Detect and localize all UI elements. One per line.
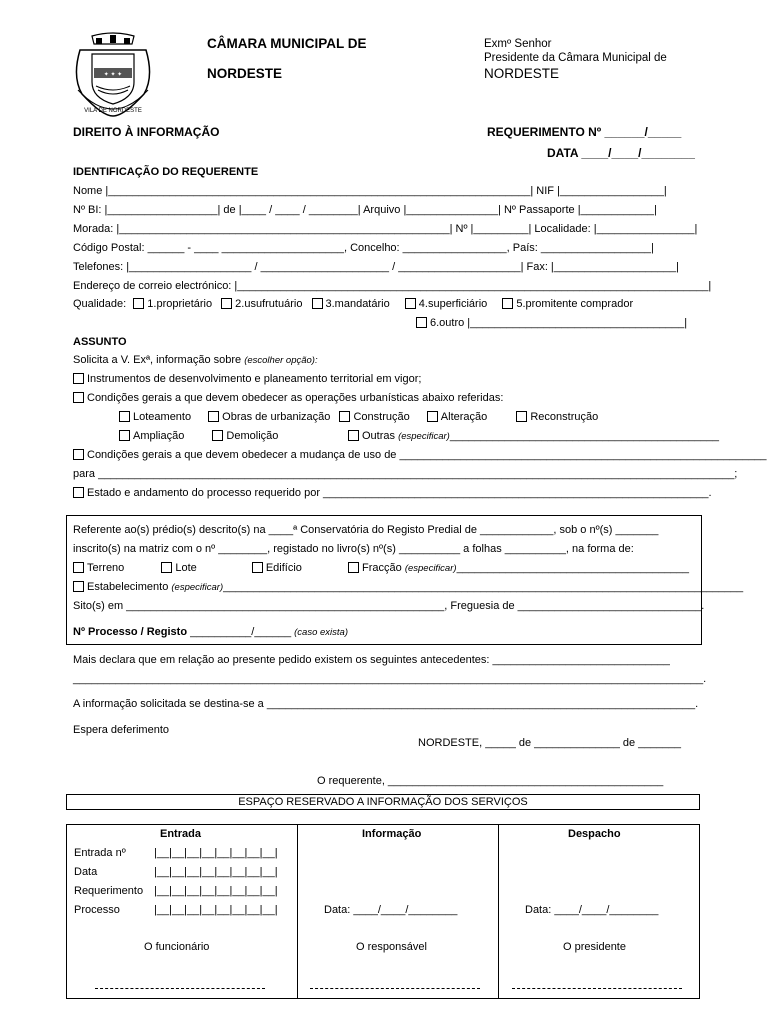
- col-despacho-heading: Despacho: [568, 828, 621, 840]
- row-label-requerimento: Requerimento: [74, 885, 144, 897]
- form-checkbox-fraccao[interactable]: [348, 562, 359, 573]
- op-checkbox-obras[interactable]: [208, 411, 219, 422]
- date-field[interactable]: DATA ____/____/________: [547, 146, 695, 160]
- solicita-text: [73, 354, 318, 366]
- form-checkbox-edificio[interactable]: [252, 562, 263, 573]
- row-boxes-processo[interactable]: |__|__|__|__|__|__|__|__|: [154, 904, 278, 916]
- espera-text: Espera deferimento: [73, 724, 169, 736]
- col-entrada-heading: Entrada: [160, 828, 201, 840]
- form-checkbox-lote[interactable]: [161, 562, 172, 573]
- municipal-crest-logo: [72, 32, 154, 118]
- requerente-signature-field[interactable]: O requerente, _____________________________________________: [317, 775, 664, 787]
- qualidade-label: Qualidade:: [73, 298, 127, 310]
- antecedentes-line1[interactable]: Mais declara que em relação ao presente pedido existem os seguintes antecedentes: _____________________________: [73, 654, 670, 666]
- op-label-obras: Obras de urbanização: [222, 411, 331, 423]
- op-checkbox-construcao[interactable]: [339, 411, 350, 422]
- row-label-data: Data: [74, 866, 98, 878]
- assunto-opt3-label[interactable]: Condições gerais a que devem obedecer a mudança de uso de ____________________________________________________________: [87, 449, 767, 461]
- requerimento-number-field[interactable]: REQUERIMENTO Nº ______/_____: [487, 125, 682, 139]
- qualidade-checkbox-3[interactable]: [312, 298, 323, 309]
- fraccao-field[interactable]: ______________________________________: [456, 562, 690, 574]
- qualidade-checkbox-4[interactable]: [405, 298, 416, 309]
- col-informacao-heading: Informação: [362, 828, 422, 840]
- operacoes-outras: [348, 430, 719, 442]
- bi-field[interactable]: Nº BI: |__________________| de |____ / ____ / ________| Arquivo |_______________| Nº Passaporte |____________|: [73, 204, 657, 216]
- assunto-opt2: [73, 392, 503, 404]
- org-name-line1: CÂMARA MUNICIPAL DE: [207, 36, 367, 51]
- qualidade-checkbox-2[interactable]: [221, 298, 232, 309]
- processo-hint: (caso exista): [294, 627, 348, 638]
- services-divider-1: [297, 824, 298, 999]
- assunto-checkbox-1[interactable]: [73, 373, 84, 384]
- assunto-opt4-label[interactable]: Estado e andamento do processo requerido por _______________________________________________________________.: [87, 487, 712, 499]
- form-label-terreno: Terreno: [87, 562, 125, 574]
- qualidade-checkbox-1[interactable]: [133, 298, 144, 309]
- qualidade-outro-field[interactable]: 6.outro |___________________________________|: [430, 317, 688, 329]
- sig-funcionario-line[interactable]: [95, 988, 265, 990]
- processo-label: Nº Processo / Registo: [73, 626, 188, 638]
- assunto-opt2-label: Condições gerais a que devem obedecer as operações urbanísticas abaixo referidas:: [87, 392, 504, 404]
- assunto-checkbox-2[interactable]: [73, 392, 84, 403]
- row-boxes-data[interactable]: |__|__|__|__|__|__|__|__|: [154, 866, 278, 878]
- assunto-checkbox-4[interactable]: [73, 487, 84, 498]
- op-outras-hint: (especificar): [398, 431, 450, 442]
- row-label-processo: Processo: [74, 904, 120, 916]
- qualidade-outro-row: [416, 317, 687, 329]
- morada-field[interactable]: Morada: |______________________________________________________| Nº |_________| Localidade: |________________|: [73, 223, 698, 235]
- svg-text:VILA DE NORDESTE: VILA DE NORDESTE: [84, 108, 142, 114]
- assunto-opt4: [73, 487, 712, 499]
- addressee-line1: Exmº Senhor: [484, 38, 552, 50]
- predio-line2[interactable]: inscrito(s) na matriz com o nº ________, registado no livro(s) nº(s) __________ a folhas __________, na forma de:: [73, 543, 634, 555]
- sig-responsavel-line[interactable]: [310, 988, 480, 990]
- services-banner: ESPAÇO RESERVADO A INFORMAÇÃO DOS SERVIÇOS: [66, 794, 700, 810]
- sig-presidente-label: O presidente: [563, 941, 626, 953]
- para-field[interactable]: para ________________________________________________________________________________________________________;: [73, 468, 738, 480]
- row-boxes-requerimento[interactable]: |__|__|__|__|__|__|__|__|: [154, 885, 278, 897]
- predio-line1[interactable]: Referente ao(s) prédio(s) descrito(s) na ____ª Conservatória do Registo Predial de ____________, sob o nº(s) _______: [73, 524, 659, 536]
- estab-hint: (especificar): [171, 582, 224, 593]
- form-label-fraccao: Fracção: [362, 562, 402, 574]
- antecedentes-line2[interactable]: _______________________________________________________________________________________________________.: [73, 673, 707, 685]
- op-checkbox-ampliacao[interactable]: [119, 430, 130, 441]
- qualidade-checkbox-5[interactable]: [502, 298, 513, 309]
- op-label-ampliacao: Ampliação: [133, 430, 185, 442]
- op-label-alteracao: Alteração: [440, 411, 488, 423]
- op-outras-field[interactable]: ____________________________________________: [449, 430, 720, 442]
- sito-field[interactable]: Sito(s) em ____________________________________________________, Freguesia de ______________________________.: [73, 600, 705, 612]
- services-divider-2: [498, 824, 499, 999]
- op-label-construcao: Construção: [353, 411, 410, 423]
- op-checkbox-reconstrucao[interactable]: [516, 411, 527, 422]
- email-field[interactable]: Endereço de correio electrónico: |_____________________________________________________________________________|: [73, 280, 712, 292]
- informacao-date-field[interactable]: Data: ____/____/________: [324, 904, 458, 916]
- form-label-edificio: Edifício: [265, 562, 302, 574]
- op-label-outras: Outras: [362, 430, 396, 442]
- op-label-loteamento: Loteamento: [133, 411, 192, 423]
- telefones-field[interactable]: Telefones: |____________________ / _____________________ / ____________________| Fax: |____________________|: [73, 261, 680, 273]
- op-checkbox-loteamento[interactable]: [119, 411, 130, 422]
- sig-presidente-line[interactable]: [512, 988, 682, 990]
- despacho-date-field[interactable]: Data: ____/____/________: [525, 904, 659, 916]
- assunto-checkbox-3[interactable]: [73, 449, 84, 460]
- solicita-hint: (escolher opção):: [244, 355, 318, 366]
- row-boxes-entrada[interactable]: |__|__|__|__|__|__|__|__|: [154, 847, 278, 859]
- row-label-entrada: Entrada nº: [74, 847, 126, 859]
- nome-field[interactable]: Nome |_____________________________________________________________________| NIF |_________________|: [73, 185, 667, 197]
- operacoes-row1: [119, 411, 598, 423]
- local-data-field[interactable]: NORDESTE, _____ de ______________ de _______: [418, 737, 681, 749]
- op-checkbox-alteracao[interactable]: [427, 411, 438, 422]
- qualidade-opt-3: 3.mandatário: [325, 298, 390, 310]
- destina-field[interactable]: A informação solicitada se destina-se a ______________________________________________________________________.: [73, 698, 699, 710]
- sig-funcionario-label: O funcionário: [144, 941, 210, 953]
- codigo-postal-field[interactable]: Código Postal: ______ - ____ ____________________, Concelho: _________________, País: __________________|: [73, 242, 654, 254]
- assunto-opt3: [73, 449, 767, 461]
- op-checkbox-outras[interactable]: [348, 430, 359, 441]
- processo-field[interactable]: __________/______: [190, 626, 292, 638]
- form-title: DIREITO À INFORMAÇÃO: [73, 125, 220, 139]
- solicita-label: Solicita a V. Exª, informação sobre: [73, 354, 242, 366]
- assunto-opt1-label: Instrumentos de desenvolvimento e planeamento territorial em vigor;: [87, 373, 422, 385]
- svg-text:✦ ✦ ✦: ✦ ✦ ✦: [103, 72, 123, 78]
- qualidade-opt-1: 1.proprietário: [147, 298, 213, 310]
- op-label-demolicao: Demolição: [226, 430, 279, 442]
- qualidade-row: [73, 298, 633, 310]
- qualidade-opt-4: 4.superficiário: [418, 298, 488, 310]
- predio-estab: [73, 581, 743, 593]
- processo-row: [73, 626, 348, 638]
- predio-fraccao: [348, 562, 689, 574]
- op-checkbox-demolicao[interactable]: [212, 430, 223, 441]
- addressee-line2: Presidente da Câmara Municipal de: [484, 52, 667, 64]
- op-label-reconstrucao: Reconstrução: [530, 411, 599, 423]
- assunto-opt1: [73, 373, 421, 385]
- predio-forms-row: [73, 562, 302, 574]
- sig-responsavel-label: O responsável: [356, 941, 427, 953]
- form-label-estab: Estabelecimento: [87, 581, 169, 593]
- fraccao-hint: (especificar): [404, 563, 457, 574]
- addressee-line3: NORDESTE: [484, 66, 560, 81]
- assunto-heading: ASSUNTO: [73, 336, 127, 348]
- qualidade-opt-5: 5.promitente comprador: [516, 298, 634, 310]
- form-checkbox-estab[interactable]: [73, 581, 84, 592]
- form-label-lote: Lote: [175, 562, 197, 574]
- ident-heading: IDENTIFICAÇÃO DO REQUERENTE: [73, 166, 259, 178]
- operacoes-row2: [119, 430, 278, 442]
- qualidade-opt-2: 2.usufrutuário: [235, 298, 303, 310]
- org-name-line2: NORDESTE: [207, 66, 283, 81]
- qualidade-checkbox-6[interactable]: [416, 317, 427, 328]
- form-checkbox-terreno[interactable]: [73, 562, 84, 573]
- estab-field[interactable]: _____________________________________________________________________________________: [223, 581, 744, 593]
